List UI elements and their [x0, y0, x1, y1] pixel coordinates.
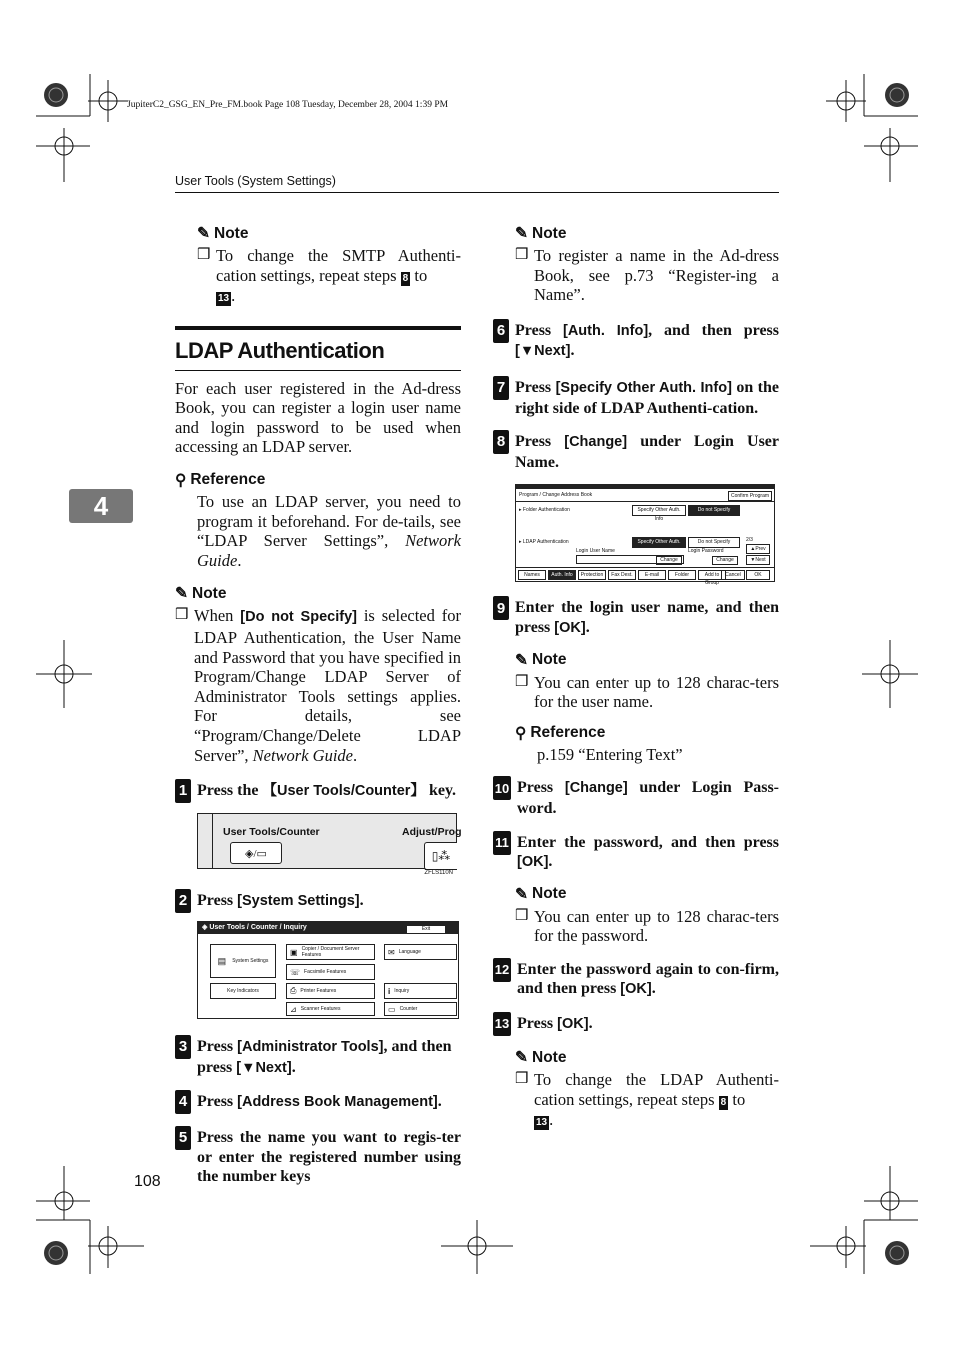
- file-header: JupiterC2_GSG_EN_Pre_FM.book Page 108 Tuesday, December 28, 2004 1:39 PM: [127, 100, 449, 110]
- checkbox-icon: ❒: [515, 907, 529, 924]
- copier-icon: ▣: [290, 947, 298, 957]
- step-11: 11 Enter the password, and then press [OK].: [493, 833, 779, 873]
- intro-paragraph: For each user registered in the Ad-dress Book, you can register a login user name and login password to be used when accessing an LDAP server.: [175, 378, 461, 457]
- step-indicator: 8: [402, 272, 409, 284]
- checkbox-icon: ❒: [175, 607, 189, 624]
- folder-do-not-specify-button[interactable]: Do not Specify: [688, 505, 740, 516]
- pencil-icon: ✎: [515, 225, 528, 242]
- page-number: 108: [134, 1173, 161, 1190]
- checkbox-icon: ❒: [197, 247, 211, 263]
- system-settings-button[interactable]: ▤ System Settings: [210, 944, 276, 978]
- note-do-not-specify: ✎ Note ❒ When [Do not Specify] is selected for LDAP Authentication, the User Name and Password that you have specified in Program/Change LDAP Server of Administrator Tools settings applies. For details, see “Program/Change/Delete LDAP Server”, Network Guide.: [175, 584, 461, 765]
- step-7: 7 Press [Specify Other Auth. Info] on the right side of LDAP Authenti-cation.: [493, 378, 779, 418]
- step-1: 1 Press the 【User Tools/Counter】 key.: [175, 781, 461, 803]
- magnifier-icon: ⚲: [515, 724, 527, 742]
- fax-icon: ☏: [290, 967, 301, 977]
- change-password-button[interactable]: Change: [712, 556, 738, 565]
- step-6: 6 Press [Auth. Info], and then press [▼Next].: [493, 321, 779, 362]
- pencil-icon: ✎: [515, 885, 528, 903]
- step-indicator: 8: [720, 1096, 727, 1108]
- copier-features-button[interactable]: ▣ Copier / Document Server Features: [286, 944, 375, 960]
- magnifier-icon: ⚲: [175, 471, 187, 489]
- tab-names[interactable]: Names: [518, 570, 546, 580]
- step-2: 2 Press [System Settings].: [175, 891, 461, 913]
- inquiry-button[interactable]: i Inquiry: [384, 983, 457, 999]
- tab-email[interactable]: E-mail: [638, 570, 666, 580]
- step-indicator: 13: [218, 292, 230, 304]
- left-column: [175, 224, 461, 1187]
- info-icon: i: [388, 986, 391, 996]
- note-ldap-repeat: ✎ Note ❒ To change the LDAP Authenti-cation settings, repeat steps 8 to 13 .: [515, 1048, 779, 1129]
- key-indicators-button[interactable]: Key Indicators: [210, 983, 276, 999]
- step-5: 5 Press the name you want to regis-ter or enter the registered number using the number keys: [175, 1128, 461, 1187]
- step-indicator: 13: [536, 1116, 548, 1128]
- settings-icon: ▤: [217, 955, 227, 966]
- counter-icon: ▭: [388, 1004, 396, 1014]
- adjust-program-key[interactable]: [424, 842, 457, 870]
- section-heading: [175, 326, 461, 371]
- confirm-program-button[interactable]: Confirm Program: [728, 491, 772, 501]
- prev-button[interactable]: ▲Prev: [746, 544, 770, 554]
- adjust-icon: ▯⁂: [431, 848, 451, 863]
- scanner-features-button[interactable]: ⊿ Scanner Features: [286, 1002, 375, 1016]
- ldap-specify-other-button[interactable]: Specify Other Auth. Info: [632, 537, 686, 548]
- figure-user-tools-key: User Tools/Counter Adjust/Prog ◈/▭ ▯⁂ ZFLS110N: [197, 813, 457, 881]
- ldap-do-not-specify-button[interactable]: Do not Specify: [688, 537, 740, 548]
- right-column: [493, 224, 779, 1130]
- cancel-button[interactable]: Cancel: [721, 570, 745, 580]
- counter-button[interactable]: ▭ Counter: [384, 1002, 457, 1016]
- checkbox-icon: ❒: [515, 247, 529, 263]
- checkbox-icon: ❒: [515, 1071, 529, 1088]
- language-button[interactable]: ✉ Language: [384, 944, 457, 960]
- step-10: 10 Press [Change] under Login Pass-word.: [493, 778, 779, 818]
- step-3: 3 Press [Administrator Tools], and then press [▼Next].: [175, 1037, 461, 1078]
- user-tools-counter-key[interactable]: [230, 842, 282, 864]
- step-12: 12 Enter the password again to con-firm, and then press [OK].: [493, 960, 779, 1000]
- checkbox-icon: ❒: [515, 673, 529, 690]
- pencil-icon: ✎: [175, 585, 188, 603]
- tab-fax-dest[interactable]: Fax Dest.: [608, 570, 636, 580]
- chapter-tab: 4: [69, 489, 133, 523]
- step-9: 9 Enter the login user name, and then press [OK].: [493, 598, 779, 638]
- tab-bar: [518, 570, 726, 587]
- tab-auth-info[interactable]: Auth. Info: [548, 570, 576, 580]
- exit-button[interactable]: Exit: [406, 925, 446, 934]
- printer-features-button[interactable]: ⎙ Printer Features: [286, 983, 375, 999]
- figure-auth-info-screen: Program / Change Address Book Confirm Program ▸ Folder Authentication Specify Other Auth. Info Do not Specify ▸ LDAP Authentication Specify Other Auth. Info Do not Specify 2/3 Login User Name Login Password Change Change ▲Prev ▼Next Names Auth. Info Protection Fax Dest. E-mail Folder Add to Group Cancel OK: [515, 484, 775, 582]
- pencil-icon: ✎: [515, 651, 528, 669]
- pencil-icon: ✎: [197, 225, 210, 242]
- tab-folder[interactable]: Folder: [668, 570, 696, 580]
- scanner-icon: ⊿: [290, 1004, 297, 1014]
- pencil-icon: ✎: [515, 1049, 528, 1067]
- running-head: User Tools (System Settings): [175, 174, 336, 188]
- header-rule: [175, 192, 779, 193]
- next-button[interactable]: ▼Next: [746, 555, 770, 565]
- language-icon: ✉: [388, 947, 395, 957]
- user-tools-icon: ◈/▭: [245, 847, 267, 860]
- step-13: 13 Press [OK].: [493, 1014, 779, 1036]
- ok-button[interactable]: OK: [746, 570, 770, 580]
- tab-protection[interactable]: Protection: [578, 570, 606, 580]
- note-register-name: ✎ Note ❒ To register a name in the Ad-dress Book, see p.73 “Register-ing a Name”.: [515, 224, 779, 305]
- user-tools-icon: ◈: [202, 924, 210, 932]
- step-4: 4 Press [Address Book Management].: [175, 1092, 461, 1114]
- printer-icon: ⎙: [290, 986, 297, 996]
- tab-add-to-group[interactable]: Add to Group: [698, 570, 726, 580]
- step-8: 8 Press [Change] under Login User Name.: [493, 432, 779, 472]
- folder-specify-other-button[interactable]: Specify Other Auth. Info: [632, 505, 686, 516]
- section-title: LDAP Authentication: [175, 337, 385, 363]
- note-user-name-length: ✎ Note ❒ You can enter up to 128 charac-ters for the user name.: [515, 651, 779, 712]
- note-smtp: ✎ Note ❒ To change the SMTP Authenti-cation settings, repeat steps 8 to 13 .: [197, 224, 461, 305]
- change-user-name-button[interactable]: Change: [656, 556, 682, 565]
- figure-user-tools-screen: ◈ User Tools / Counter / Inquiry Exit ▤ System Settings ▣ Copier / Document Server Features ☏ Facsimile Features ⎙ Printer Features ⊿ Scanner Features ✉ Language i Inquiry ▭ Counter Key Indicators: [197, 921, 459, 1019]
- note-password-length: ✎ Note ❒ You can enter up to 128 charac-ters for the password.: [515, 885, 779, 946]
- reference-entering-text: ⚲ Reference p.159 “Entering Text”: [515, 724, 683, 764]
- facsimile-features-button[interactable]: ☏ Facsimile Features: [286, 964, 375, 980]
- reference-ldap: ⚲ Reference To use an LDAP server, you need to program it beforehand. For de-tails, see “LDAP Server Settings”, Network Guide.: [175, 471, 461, 570]
